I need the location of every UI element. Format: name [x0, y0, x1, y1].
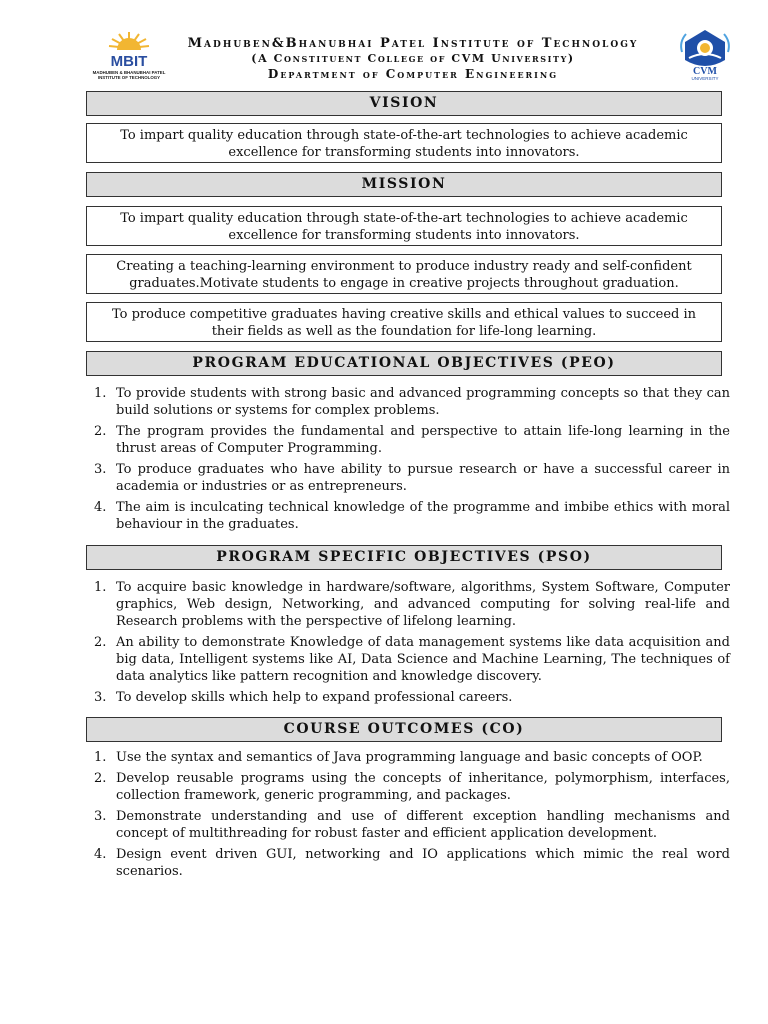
- list-item-text: An ability to demonstrate Knowledge of data management systems like data acquisition and big data, Intelligent systems like AI, Data Science and Machine Learning, The techniques of data analytics like pattern recognition and knowledge discovery.: [116, 635, 730, 684]
- department-name: Department of Computer Engineering: [267, 67, 559, 81]
- mission-statement-1: To impart quality education through state-of-the-art technologies to achieve academic excellence for transforming students into innovators.: [86, 206, 722, 246]
- list-item-text: The aim is inculcating technical knowledge of the programme and imbibe ethics with moral behaviour in the graduates.: [116, 500, 730, 532]
- list-item-text: To develop skills which help to expand professional careers.: [116, 690, 513, 705]
- list-number: 4.: [94, 500, 107, 515]
- peo-heading: PROGRAM EDUCATIONAL OBJECTIVES (PEO): [86, 351, 722, 376]
- cvm-logo-subtext: UNIVERSITY: [691, 76, 719, 81]
- list-number: 1.: [94, 580, 107, 595]
- list-number: 3.: [94, 690, 107, 705]
- list-item: [88, 689, 730, 706]
- pso-list: [88, 579, 730, 710]
- list-item-text: Use the syntax and semantics of Java programming language and basic concepts of OOP.: [116, 750, 703, 765]
- institute-name: Madhuben&Bhanubhai Patel Institute of Technology: [187, 36, 639, 51]
- list-number: 1.: [94, 386, 107, 401]
- mbit-logo-subtext-1: MADHUBEN & BHANUBHAI PATEL: [92, 70, 166, 75]
- constituent-college: (A Constituent College of CVM University): [251, 52, 575, 65]
- list-item: [88, 808, 730, 842]
- cvm-logo-text: CVM: [693, 66, 717, 77]
- list-item: [88, 461, 730, 495]
- mission-heading: MISSION: [86, 172, 722, 197]
- list-item-text: Design event driven GUI, networking and IO applications which mimic the real word scenarios.: [116, 847, 730, 879]
- mbit-logo: [88, 28, 170, 82]
- list-item-text: Demonstrate understanding and use of different exception handling mechanisms and concept of multithreading for robust faster and efficient application development.: [116, 809, 730, 841]
- list-item: [88, 749, 730, 766]
- list-item-text: Develop reusable programs using the concepts of inheritance, polymorphism, interfaces, collection framework, generic programming, and packages.: [116, 771, 730, 803]
- list-number: 3.: [94, 462, 107, 477]
- cvm-emblem-icon: [676, 28, 734, 82]
- list-item: [88, 385, 730, 419]
- list-number: 4.: [94, 847, 107, 862]
- co-heading: COURSE OUTCOMES (CO): [86, 717, 722, 742]
- list-item: [88, 423, 730, 457]
- list-item: [88, 634, 730, 685]
- list-number: 3.: [94, 809, 107, 824]
- co-list: [88, 749, 730, 884]
- peo-list: [88, 385, 730, 537]
- mission-statement-2: Creating a teaching-learning environment to produce industry ready and self-confident graduates.Motivate students to engage in creative projects throughout graduation.: [86, 254, 722, 294]
- list-item-text: The program provides the fundamental and perspective to attain life-long learning in the thrust areas of Computer Programming.: [116, 424, 730, 456]
- list-number: 2.: [94, 771, 107, 786]
- vision-heading: VISION: [86, 91, 722, 116]
- pso-heading: PROGRAM SPECIFIC OBJECTIVES (PSO): [86, 545, 722, 570]
- list-number: 2.: [94, 635, 107, 650]
- list-item-text: To acquire basic knowledge in hardware/software, algorithms, System Software, Computer graphics, Web design, Networking, and advanced computing for solving real-life and Research problems with the perspective of lifelong learning.: [116, 580, 730, 629]
- document-header: [0, 0, 768, 90]
- mbit-logo-subtext-2: INSTITUTE OF TECHNOLOGY: [97, 75, 161, 80]
- mbit-logo-text: MBIT: [110, 53, 148, 70]
- list-item-text: To produce graduates who have ability to pursue research or have a successful career in academia or industries or as entrepreneurs.: [116, 462, 730, 494]
- mbit-sun-icon: [88, 28, 170, 82]
- list-item: [88, 846, 730, 880]
- vision-statement: To impart quality education through state-of-the-art technologies to achieve academic excellence for transforming students into innovators.: [86, 123, 722, 163]
- list-item: [88, 770, 730, 804]
- cvm-logo: [676, 28, 734, 82]
- list-item-text: To provide students with strong basic and advanced programming concepts so that they can build solutions or systems for complex problems.: [116, 386, 730, 418]
- mission-statement-3: To produce competitive graduates having creative skills and ethical values to succeed in their fields as well as the foundation for life-long learning.: [86, 302, 722, 342]
- list-number: 2.: [94, 424, 107, 439]
- list-item: [88, 579, 730, 630]
- list-number: 1.: [94, 750, 107, 765]
- list-item: [88, 499, 730, 533]
